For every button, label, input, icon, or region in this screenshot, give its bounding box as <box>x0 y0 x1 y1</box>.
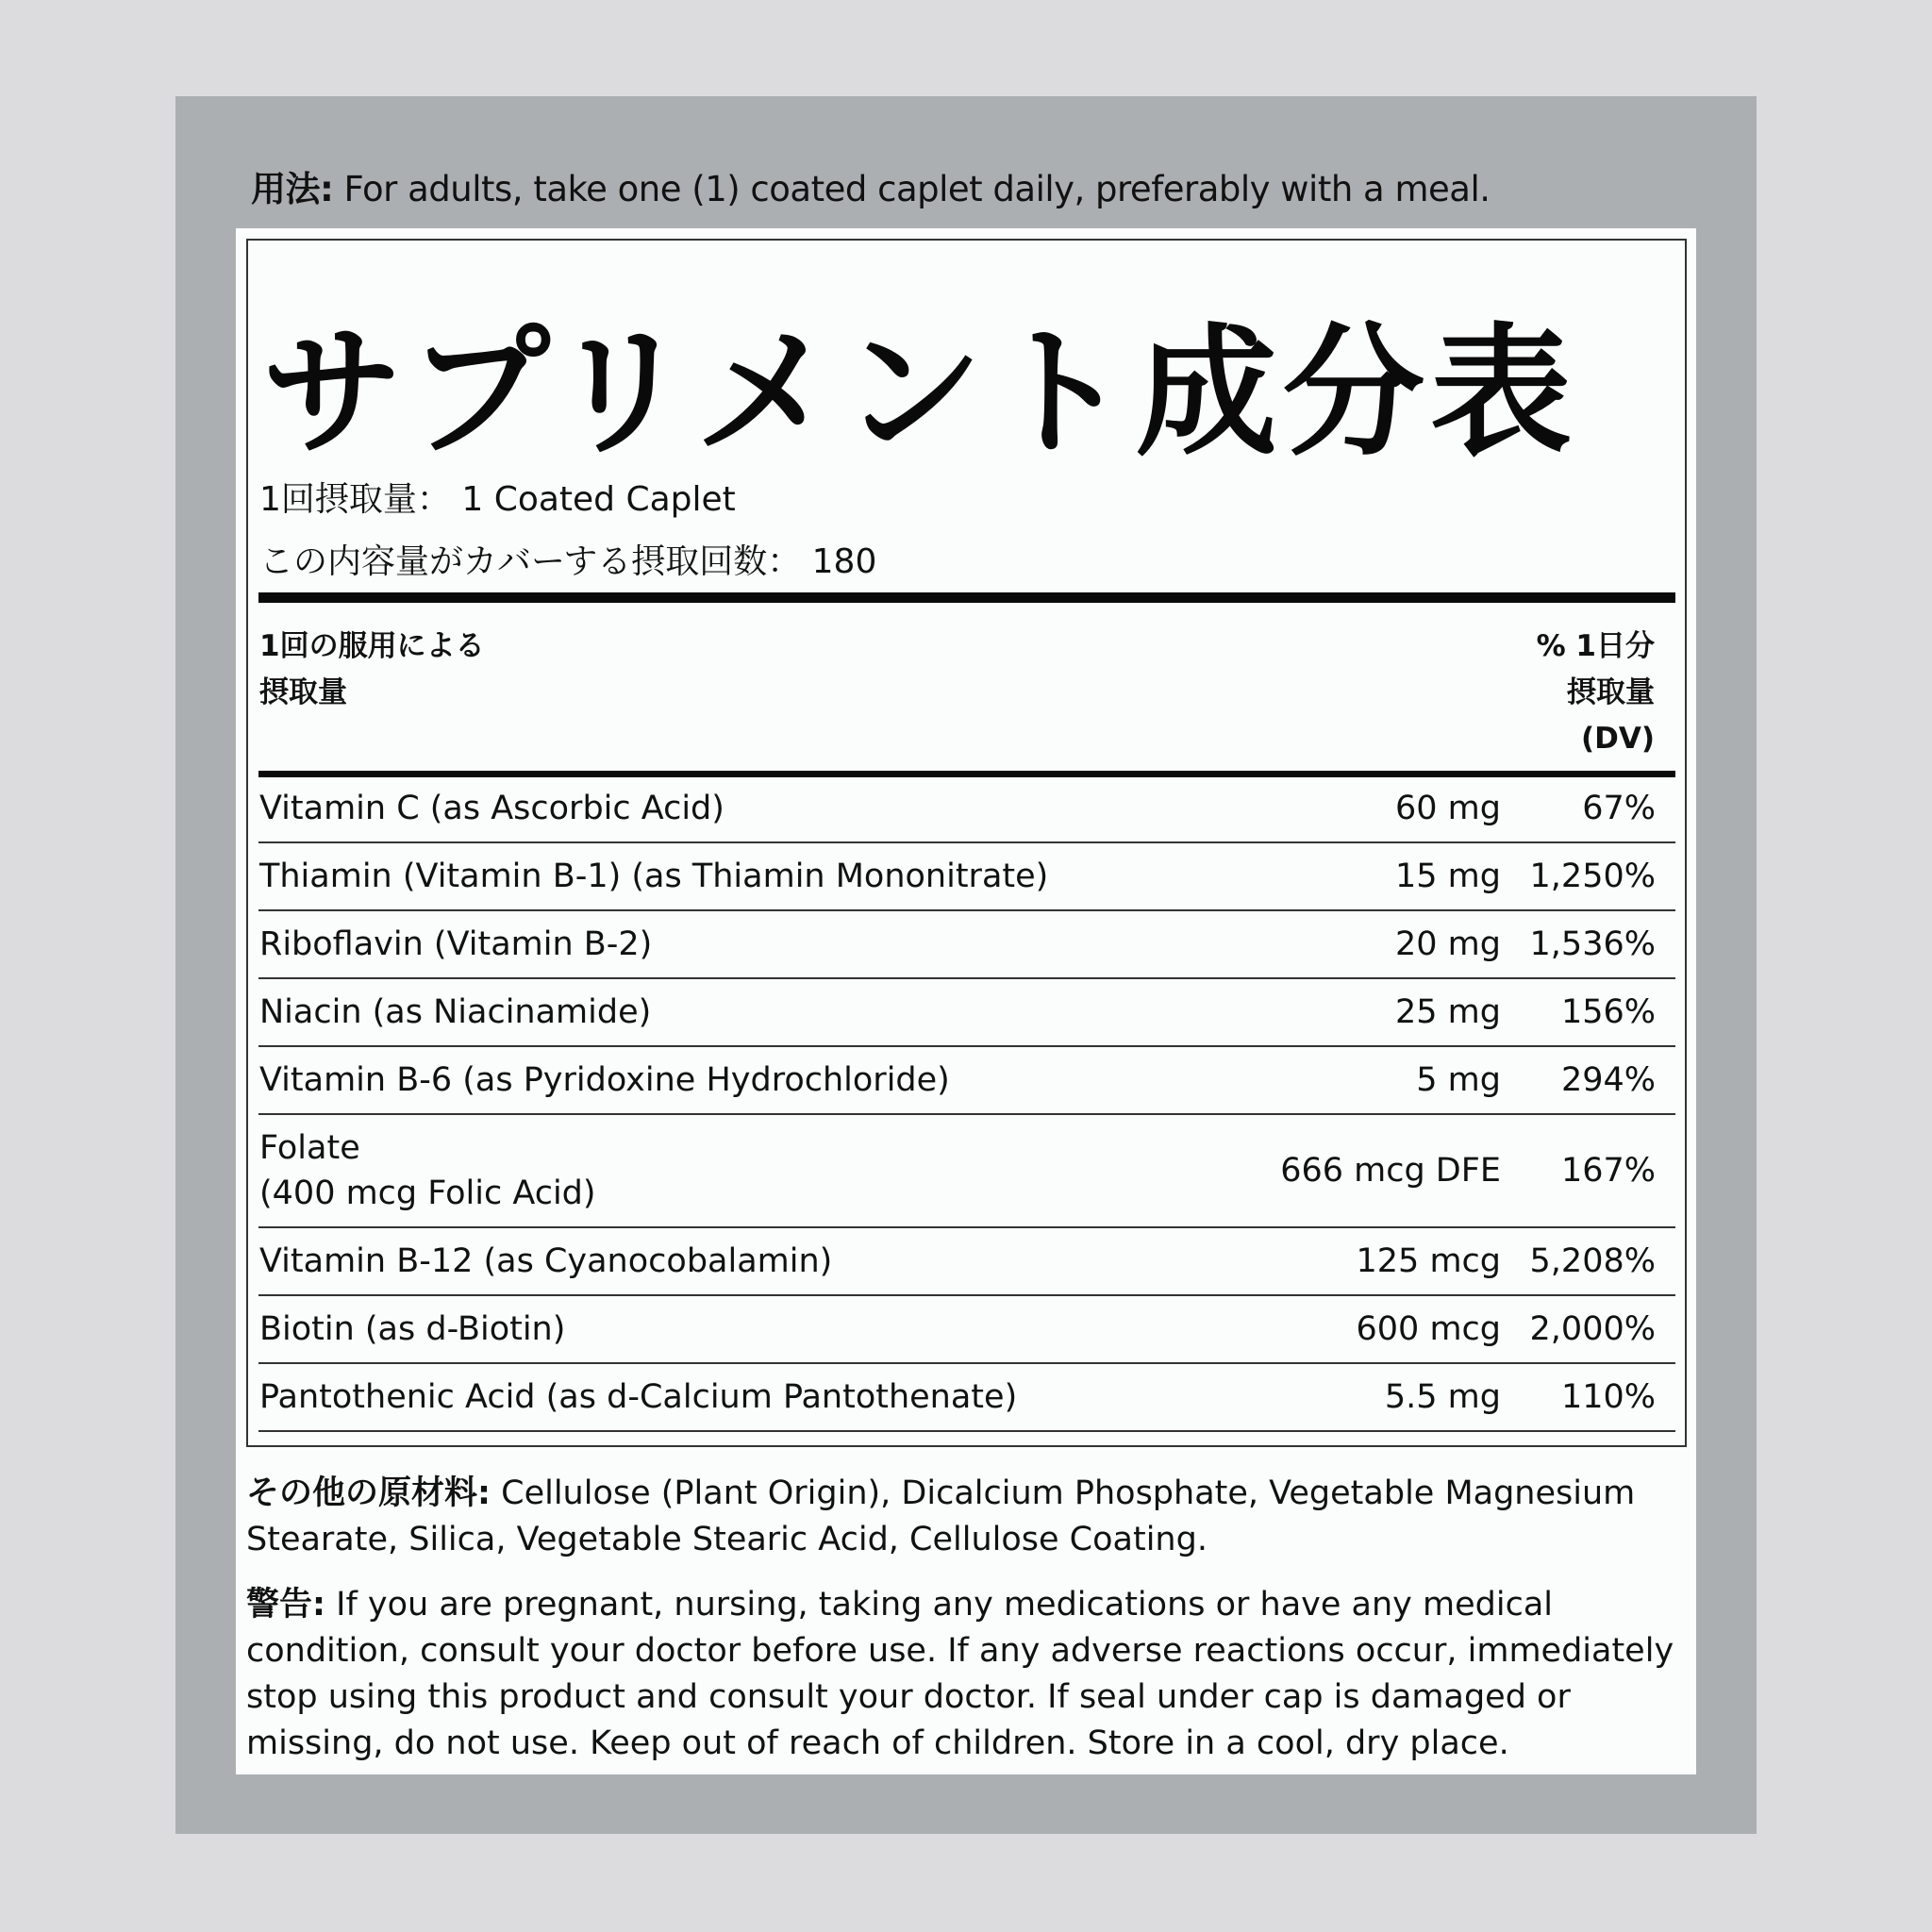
nutrient-daily-value: 2,000% <box>1529 1310 1656 1348</box>
nutrient-row <box>258 911 1675 979</box>
header-right-line2: 摂取量 <box>1567 675 1655 709</box>
supplement-facts-box <box>246 239 1687 1447</box>
nutrient-daily-value: 167% <box>1560 1152 1656 1190</box>
nutrient-row <box>258 1228 1675 1296</box>
nutrient-daily-value: 1,536% <box>1529 925 1656 963</box>
nutrient-amount: 600 mcg <box>1356 1310 1501 1348</box>
nutrient-daily-value: 294% <box>1560 1061 1656 1099</box>
nutrient-amount: 5 mg <box>1416 1061 1501 1099</box>
nutrient-name-cell <box>258 1374 1105 1420</box>
nutrient-name-cell <box>258 1125 1105 1216</box>
nutrient-name: Vitamin B-6 (as Pyridoxine Hydrochloride) <box>259 1061 950 1099</box>
nutrient-amount: 20 mg <box>1395 925 1501 963</box>
nutrient-row <box>258 1296 1675 1364</box>
directions-label: 用法: <box>251 169 334 209</box>
nutrient-row <box>258 979 1675 1047</box>
amount-per-serving-header <box>259 624 485 716</box>
nutrient-amount: 15 mg <box>1395 858 1501 895</box>
nutrient-name: Folate <box>259 1129 360 1167</box>
warning-text: If you are pregnant, nursing, taking any medications or have any medical condition, consult your doctor before use. If any adverse reactions occur, immediately stop using this product and consult your doctor. If seal under cap is damaged or missing, do not use. Keep out of reach of children. Store in a cool, dry place. <box>246 1586 1674 1762</box>
nutrient-daily-value: 1,250% <box>1529 858 1656 895</box>
warning <box>246 1582 1690 1767</box>
nutrient-name-detail: (400 mcg Folic Acid) <box>259 1174 596 1212</box>
nutrient-row <box>258 775 1675 843</box>
header-right-line1: % 1日分 <box>1536 629 1655 663</box>
nutrient-row <box>258 843 1675 911</box>
header-left-line2: 摂取量 <box>259 675 347 709</box>
servings-per-container: この内容量がカバーする摂取回数： 180 <box>259 542 877 581</box>
nutrient-name-cell <box>258 786 1105 831</box>
nutrient-name-cell <box>258 1307 1105 1352</box>
serving-size: 1回摂取量： 1 Coated Caplet <box>259 480 736 519</box>
nutrient-name: Vitamin B-12 (as Cyanocobalamin) <box>259 1242 833 1280</box>
nutrient-name-cell <box>258 1239 1105 1284</box>
nutrient-name: Vitamin C (as Ascorbic Acid) <box>259 790 724 827</box>
nutrient-daily-value: 5,208% <box>1529 1242 1656 1280</box>
thick-divider <box>258 592 1675 603</box>
directions <box>251 160 1491 211</box>
nutrient-name-cell <box>258 854 1105 899</box>
nutrient-name: Pantothenic Acid (as d-Calcium Pantothenate) <box>259 1378 1018 1416</box>
nutrient-daily-value: 156% <box>1560 993 1656 1031</box>
warning-label: 警告: <box>246 1586 325 1624</box>
nutrient-name: Thiamin (Vitamin B-1) (as Thiamin Mononitrate) <box>259 858 1049 895</box>
nutrient-name-cell <box>258 922 1105 967</box>
nutrient-row <box>258 1115 1675 1228</box>
nutrient-amount: 25 mg <box>1395 993 1501 1031</box>
header-right-line3: (DV) <box>1580 722 1655 756</box>
other-ingredients <box>246 1471 1690 1563</box>
nutrient-name-cell <box>258 990 1105 1035</box>
daily-value-header <box>1537 624 1655 762</box>
other-ingredients-label: その他の原材料: <box>246 1474 491 1512</box>
nutrient-row <box>258 1047 1675 1115</box>
nutrient-amount: 125 mcg <box>1356 1242 1501 1280</box>
directions-text: For adults, take one (1) coated caplet daily, preferably with a meal. <box>333 169 1491 209</box>
nutrient-daily-value: 110% <box>1560 1378 1656 1416</box>
nutrient-row <box>258 1364 1675 1432</box>
nutrient-amount: 60 mg <box>1395 790 1501 827</box>
nutrient-amount: 5.5 mg <box>1384 1378 1501 1416</box>
other-ingredients-text: Cellulose (Plant Origin), Dicalcium Phosphate, Vegetable Magnesium Stearate, Silica, Vegetable Stearic Acid, Cellulose Coating. <box>246 1474 1636 1558</box>
nutrient-name: Biotin (as d-Biotin) <box>259 1310 566 1348</box>
facts-title: サプリメント成分表 <box>261 311 1578 475</box>
nutrient-amount: 666 mcg DFE <box>1280 1152 1501 1190</box>
nutrient-name-cell <box>258 1058 1105 1103</box>
nutrient-table <box>258 775 1675 1432</box>
nutrient-daily-value: 67% <box>1582 790 1656 827</box>
nutrient-name: Niacin (as Niacinamide) <box>259 993 652 1031</box>
header-left-line1: 1回の服用による <box>259 629 485 663</box>
nutrient-name: Riboflavin (Vitamin B-2) <box>259 925 653 963</box>
